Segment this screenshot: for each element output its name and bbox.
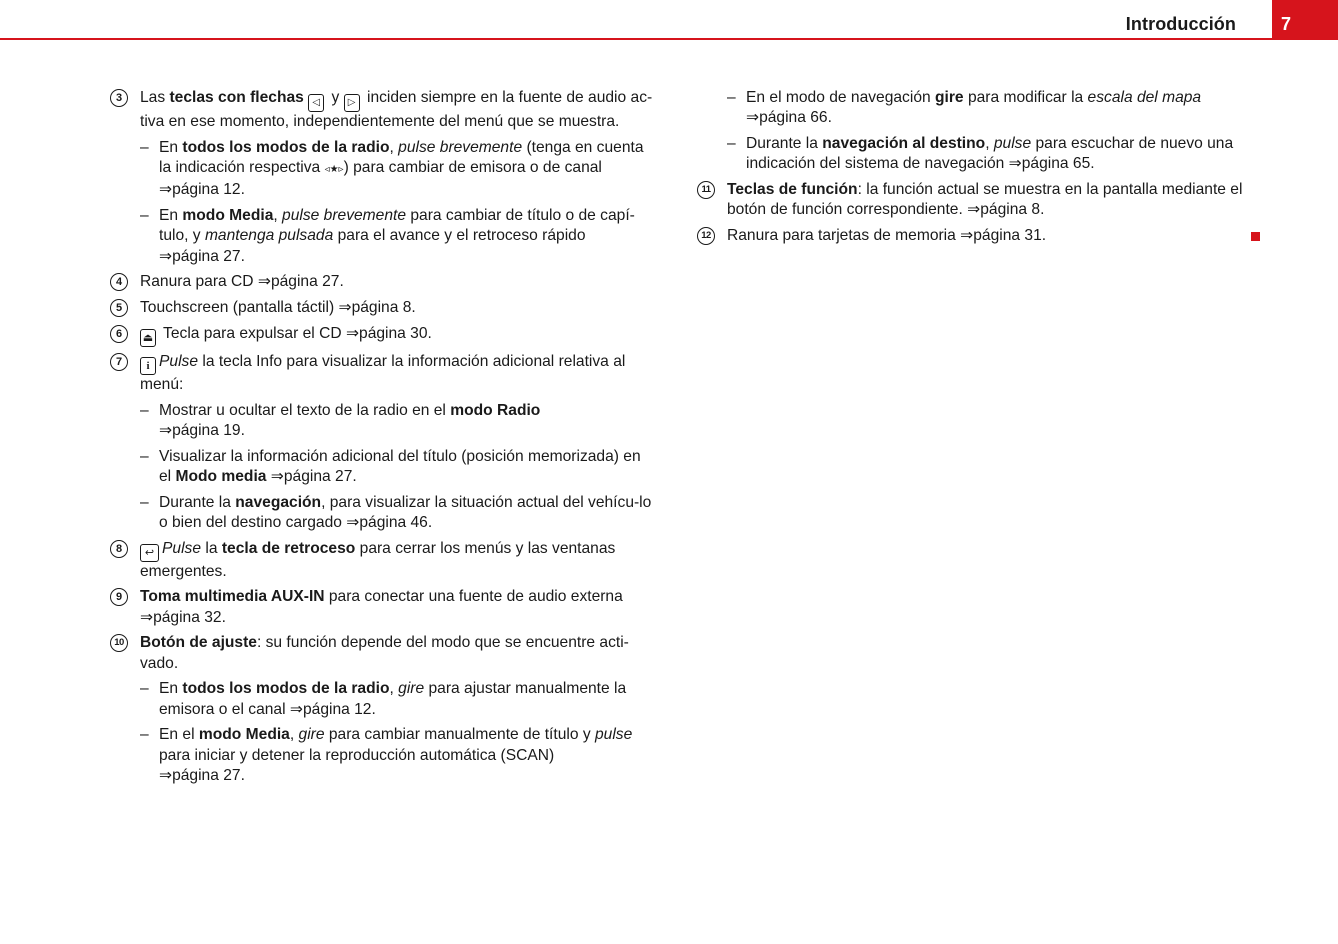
text: Botón de ajuste [140,634,257,652]
text: Touchscreen (pantalla táctil) [140,298,339,316]
page-link[interactable]: página 8. [351,298,416,316]
text: pulse [594,726,633,744]
ref-arrow-icon: ⇒ [270,467,284,485]
list-item-11 [695,180,1260,221]
text: gire [298,726,325,744]
text: Pulse [162,539,202,557]
dash-bullet: – [140,493,149,511]
text: gire [935,89,964,106]
page-link[interactable]: página 12. [302,700,376,718]
text: modo Media [198,726,290,744]
ref-arrow-icon: ⇒ [960,226,974,244]
text: para cerrar los menús y las ventanas emergentes. [140,539,616,580]
text: , [273,206,283,224]
dash-bullet: – [727,134,736,152]
text: (tenga en cuenta la indicación respectiva [159,138,644,176]
text: para el avance y el retroceso rápido [333,227,586,245]
text: modo Radio [450,401,541,419]
arrow-left-key-icon: ◁ [308,94,324,112]
text: todos los modos de la radio [182,680,390,698]
ref-arrow-icon: ⇒ [159,181,173,199]
text: para ajustar manualmente la emisora o el canal [159,680,627,718]
text: tecla de retroceso [221,539,356,557]
text: mantenga pulsada [204,227,334,245]
text: pulse brevemente [282,206,407,224]
page-link[interactable]: página 27. [172,766,245,784]
text: para cambiar de título o de capí-tulo, y [159,206,635,245]
callout-number: 8 [110,540,128,558]
ref-arrow-icon: ⇒ [746,109,760,127]
eject-key-icon: ⏏ [140,329,156,347]
text: , [289,726,299,744]
text: Durante la [746,134,823,152]
text: la tecla Info para visualizar la información adicional relativa al menú: [140,353,626,394]
callout-number: 5 [110,299,128,317]
sub-item [108,138,653,201]
callout-number: 11 [697,181,715,199]
ref-arrow-icon: ⇒ [257,273,271,291]
text: En [159,680,183,698]
sub-item [108,725,653,786]
page-link[interactable]: página 46. [359,513,433,531]
ref-arrow-icon: ⇒ [967,201,981,219]
text: para conectar una fuente de audio externa [324,588,623,606]
text: inciden siempre en la fuente de audio ac-tiva en ese momento, independientemente del menú que se muestra. [140,89,653,130]
ref-arrow-icon: ⇒ [159,247,173,265]
list-item-6 [108,324,653,347]
sub-item [695,134,1260,175]
page-number: 7 [1281,14,1292,34]
list-item-12 [695,226,1260,246]
ref-arrow-icon: ⇒ [345,324,360,342]
header-rule [0,38,1272,40]
list-item-7 [108,352,653,395]
text: Durante la [159,493,236,511]
dash-bullet: – [140,138,149,156]
right-column [695,88,1260,252]
page-link[interactable]: página 32. [153,608,226,626]
text: teclas con flechas [169,89,304,106]
text: : la función actual se muestra en la pantalla mediante el botón de función correspondiente. [727,180,1243,219]
callout-number: 3 [110,89,128,107]
callout-number: 4 [110,273,128,291]
info-key-icon: i [140,357,156,375]
station-glyph-icon: ◃★▹ [324,163,344,175]
text: , [389,138,399,156]
text: Mostrar u ocultar el texto de la radio en el [159,401,451,419]
dash-bullet: – [140,401,149,419]
text: la [201,539,222,557]
text: y [327,89,344,106]
callout-number: 6 [110,325,128,343]
ref-arrow-icon: ⇒ [289,700,303,718]
text: , para visualizar la situación actual del vehícu-lo o bien del destino cargado [159,493,652,531]
list-item-8 [108,539,653,582]
callout-number: 10 [110,634,128,652]
ref-arrow-icon: ⇒ [159,766,173,784]
callout-number: 9 [110,588,128,606]
page-number-box [1272,0,1338,40]
callout-number: 12 [697,227,715,245]
sub-item [108,679,653,720]
callout-number: 7 [110,353,128,371]
page-link[interactable]: página 31. [973,226,1047,244]
text: Modo media [175,467,267,485]
list-item-9 [108,587,653,628]
text: : su función depende del modo que se encuentre acti-vado. [140,634,629,672]
text: gire [398,680,425,698]
text: pulse [993,134,1032,152]
text: navegación [235,493,322,511]
ref-arrow-icon: ⇒ [1008,155,1022,173]
page-link[interactable]: página 8. [980,201,1045,219]
text: En el [159,726,199,744]
dash-bullet: – [727,89,736,106]
left-column [108,88,653,792]
text: En [159,206,183,224]
page-link[interactable]: página 19. [172,422,245,439]
text: escala del mapa [1087,89,1202,106]
text: Teclas de función [727,180,858,198]
page-title: Introducción [1125,14,1236,34]
text: todos los modos de la radio [182,138,390,156]
list-item-3 [108,88,653,132]
dash-bullet: – [140,206,149,224]
text: En el modo de navegación [746,89,935,106]
text: , [389,680,399,698]
sub-item [108,447,653,488]
sub-item [108,206,653,267]
sub-item [108,493,653,534]
page-link[interactable]: página 27. [172,247,245,265]
text: Visualizar la información adicional del título (posición memorizada) en el [159,447,641,485]
text: para escuchar de nuevo una indicación del sistema de navegación [746,134,1234,173]
text: ) para cambiar de emisora o de canal [343,158,602,176]
text: navegación al destino [822,134,986,152]
text: para cambiar manualmente de título y [324,726,595,744]
list-item-10 [108,633,653,674]
sub-item [108,401,653,442]
dash-bullet: – [140,680,149,698]
ref-arrow-icon: ⇒ [338,298,352,316]
ref-arrow-icon: ⇒ [346,513,360,531]
text: pulse brevemente [398,138,523,156]
text: Ranura para tarjetas de memoria [727,226,961,244]
text: En [159,138,183,156]
list-item-5 [108,298,653,318]
page-link[interactable]: página 27. [270,273,344,291]
page-link[interactable]: página 27. [283,467,357,485]
text: Las [140,89,170,106]
ref-arrow-icon: ⇒ [159,422,173,439]
dash-bullet: – [140,447,149,465]
arrow-right-key-icon: ▷ [344,94,360,112]
text: para iniciar y detener la reproducción automática (SCAN) [159,746,555,764]
ref-arrow-icon: ⇒ [140,608,154,626]
page-link[interactable]: página 65. [1021,155,1095,173]
sub-item [695,88,1260,129]
page-link[interactable]: página 30. [359,324,432,342]
dash-bullet: – [140,726,149,744]
text: , [985,134,994,152]
text: Toma multimedia AUX-IN [140,588,325,606]
section-end-square-icon [1251,232,1260,241]
text: modo Media [182,206,274,224]
list-item-4 [108,272,653,292]
back-key-icon: ↩ [140,544,159,562]
text: Tecla para expulsar el CD [159,324,346,342]
text: para modificar la [963,89,1088,106]
text: Ranura para CD [140,273,258,291]
text: Pulse [159,353,199,371]
page-link[interactable]: página 12. [172,181,245,199]
page-link[interactable]: página 66. [759,109,832,127]
